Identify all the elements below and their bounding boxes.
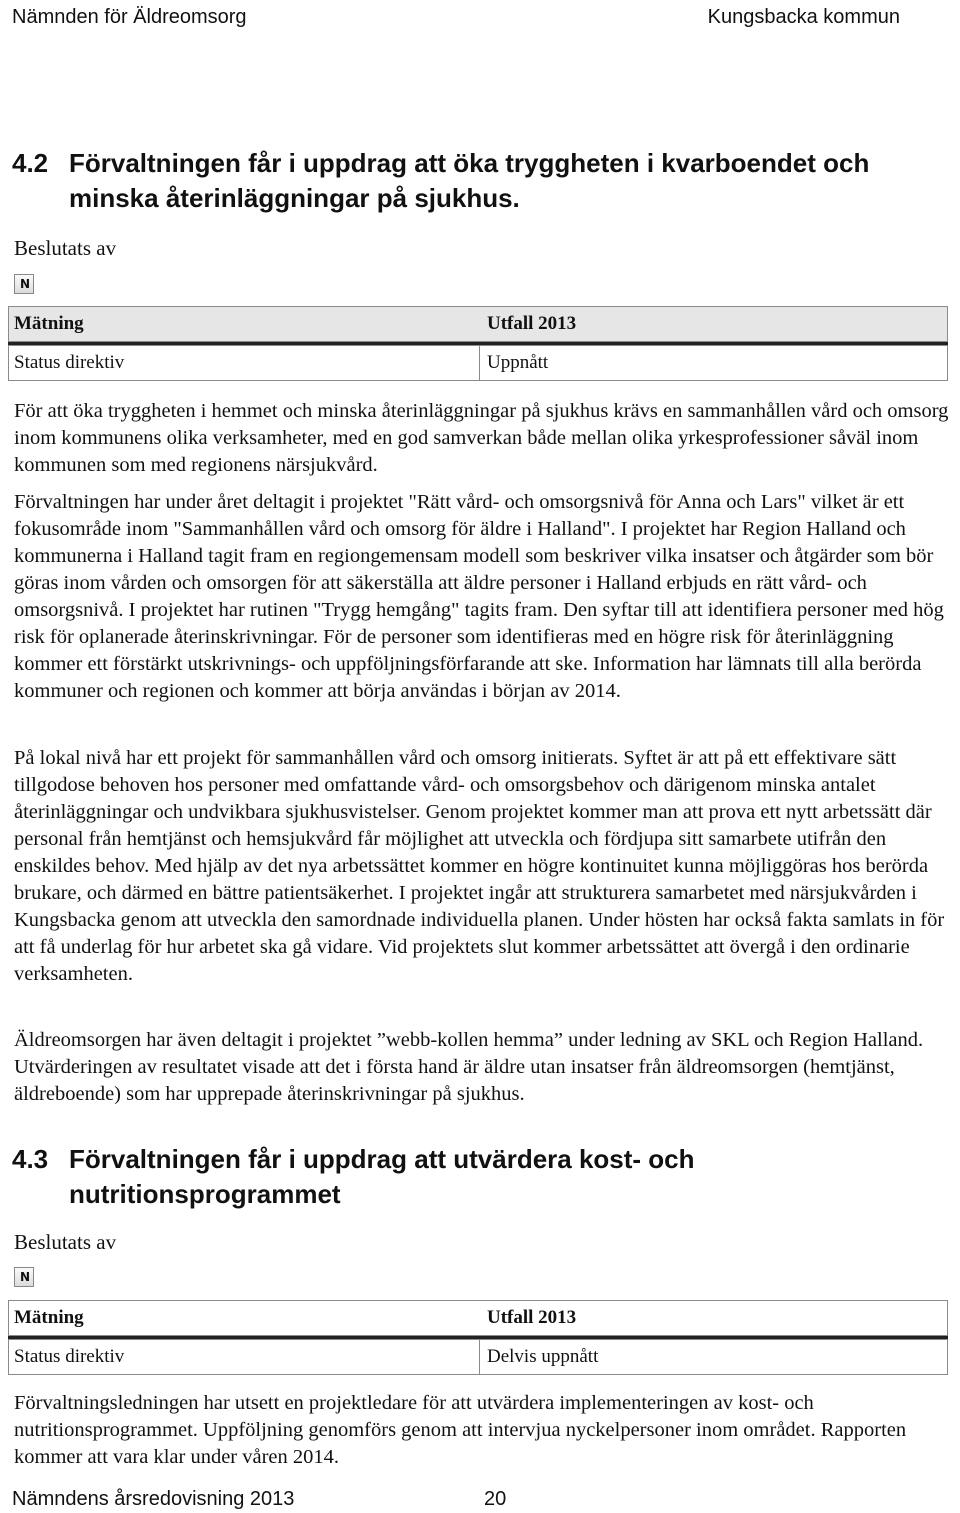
paragraph: Förvaltningsledningen har utsett en projektledare för att utvärdera implementeringen av kost- och nutritionsprogrammet. Uppföljning genomförs genom att intervjua nyckelpersoner inom området. Rapporten kommer att vara klar under våren 2014. [14,1392,907,1468]
table-header-row [8,306,948,342]
section-title: Förvaltningen får i uppdrag att utvärdera kost- och nutritionsprogrammet [69,1144,695,1209]
paragraph: För att öka tryggheten i hemmet och minska återinläggningar på sjukhus krävs en sammanhållen vård och omsorg inom kommunens olika verksamheter, med en god samverkan både mellan olika yrkesprofessioner såväl inom kommunen som med regionens närsjukvård. [14,400,949,476]
page-number: 20 [484,1488,507,1510]
section-number: 4.2 [12,148,49,178]
status-label: Status direktiv [14,1346,125,1367]
header-committee: Nämnden för Äldreomsorg [12,6,247,28]
decided-by-label: Beslutats av [14,236,117,260]
cell-divider [479,1340,480,1374]
status-value: Uppnått [487,352,549,373]
col-measurement: Mätning [14,1307,84,1328]
paragraph: Förvaltningen har under året deltagit i projektet "Rätt vård- och omsorgsnivå för Anna och Lars" vilket är ett fokusområde inom "Sammanhållen vård och omsorg för äldre i Halland". I projektet har Region Halland och kommunerna i Halland tagit fram en regiongemensam modell som beskriver vilka insatser och åtgärder som bör göras inom vården och omsorgen för att säkerställa att äldre personer i Halland erbjuds en rätt vård- och omsorgsnivå. I projektet har rutinen "Trygg hemgång" tagits fram. Den syftar till att identifiera personer med hög risk för oplanerade återinskrivningar. För de personer som identifieras med en högre risk för återinläggning kommer ett förstärkt utskrivnings- och uppföljningsförfarande att ske. Information har lämnats till alla berörda kommuner och regionen och kommer att börja användas i början av 2014. [14,491,944,702]
header-municipality: Kungsbacka kommun [707,6,900,28]
cell-divider [479,346,480,380]
col-outcome: Utfall 2013 [487,313,577,334]
page-header [12,6,900,30]
status-label: Status direktiv [14,352,125,373]
footer-title: Nämndens årsredovisning 2013 [12,1488,295,1510]
measurement-table [8,306,948,381]
n-document-icon[interactable]: N [14,1267,34,1287]
section-title: Förvaltningen får i uppdrag att öka tryggheten i kvarboendet och minska återinläggningar på sjukhus. [69,148,870,213]
measurement-table [8,1300,948,1375]
decided-by-label: Beslutats av [14,1230,117,1254]
table-row [8,345,948,381]
col-outcome: Utfall 2013 [487,1307,577,1328]
n-document-icon[interactable]: N [14,274,34,294]
paragraph: Äldreomsorgen har även deltagit i projektet ”webb-kollen hemma” under ledning av SKL och Region Halland. Utvärderingen av resultatet visade att det i första hand är äldre utan insatser från äldreomsorgen (hemtjänst, äldreboende) som har upprepade återinskrivningar på sjukhus. [14,1029,924,1105]
col-measurement: Mätning [14,313,84,334]
page-footer [12,1488,507,1511]
table-header-row [8,1300,948,1336]
status-value: Delvis uppnått [487,1346,599,1367]
paragraph: På lokal nivå har ett projekt för sammanhållen vård och omsorg initierats. Syftet är att på ett effektivare sätt tillgodose behoven hos personer med omfattande vård- och omsorgsbehov och därigenom minska antalet återinläggningar och undvikbara sjukhusvistelser. Genom projektet kommer man att prova ett nytt arbetssätt där personal från hemtjänst och hemsjukvård får möjlighet att utveckla och fördjupa sitt samarbete utifrån den enskildes behov. Med hjälp av det nya arbetssättet kommer en högre kontinuitet kunna möjliggöras hos berörda brukare, och därmed en bättre patientsäkerhet. I projektet ingår att strukturera samarbetet med närsjukvården i Kungsbacka genom att utveckla den samordnade individuella planen. Under hösten har också fakta samlats in för att få underlag för hur arbetet ska gå vidare. Vid projektets slut kommer arbetssättet att övergå i den ordinarie verksamheten. [14,747,945,985]
table-row [8,1339,948,1375]
section-number: 4.3 [12,1144,49,1174]
